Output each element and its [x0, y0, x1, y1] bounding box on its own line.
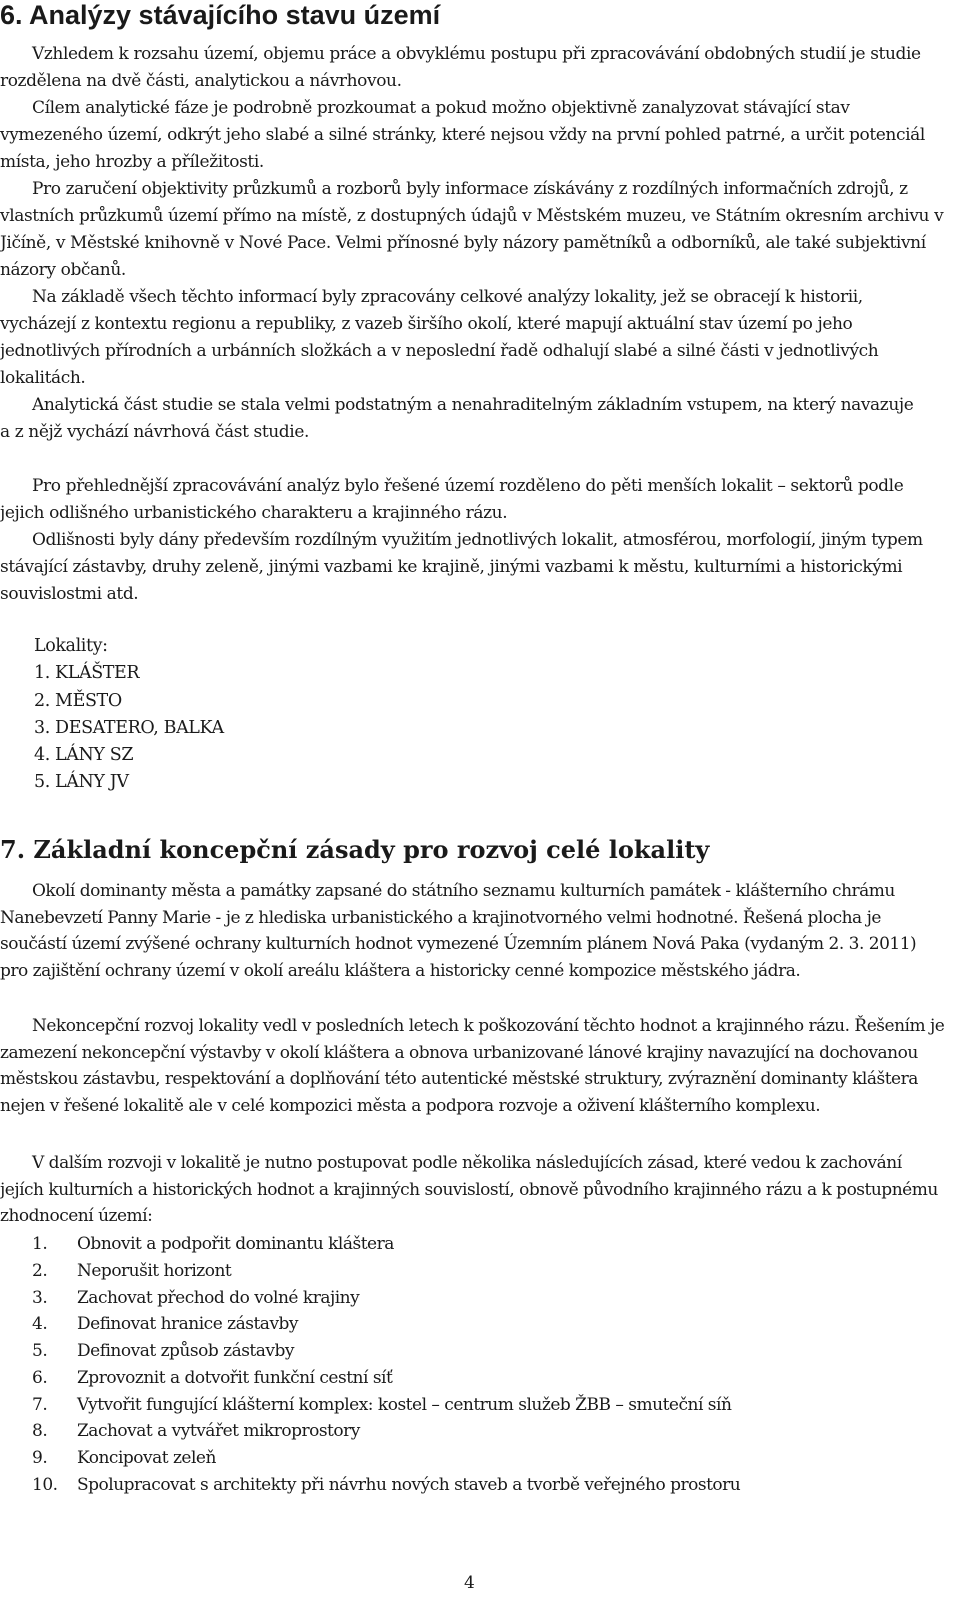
list-item-number: 8.: [32, 1421, 48, 1442]
list-item-text: Definovat hranice zástavby: [77, 1314, 299, 1335]
localities-label: Lokality:: [34, 636, 108, 656]
list-item-number: 7.: [32, 1394, 48, 1415]
list-item: [32, 1418, 740, 1445]
list-item: 3. DESATERO, BALKA: [34, 717, 224, 738]
list-item: 4. LÁNY SZ: [34, 745, 134, 766]
list-item-number: 2.: [32, 1260, 48, 1281]
list-item-number: 6.: [32, 1367, 48, 1388]
list-item-text: Zachovat a vytvářet mikroprostory: [77, 1421, 360, 1442]
list-item: 1. KLÁŠTER: [34, 663, 140, 684]
list-item-number: 10.: [32, 1474, 58, 1495]
list-item: 5. LÁNY JV: [34, 772, 129, 793]
list-item-number: 9.: [32, 1448, 48, 1468]
list-item-text: Zachovat přechod do volné krajiny: [77, 1287, 360, 1308]
section-6-paragraph: Pro zaručení objektivity průzkumů a rozborů byly informace získávány z rozdílných informačních zdrojů, z vlastních průzkumů území přímo na místě, z dostupných údajů v Městském muzeu, ve Státním okresním archivu v Jičíně, v Městské knihovně v Nové Pace. Velmi přínosné byly názory pamětníků a odborníků, ale také subjektivní názory občanů.: [0, 179, 944, 280]
list-item-number: 3.: [32, 1287, 48, 1308]
list-item-number: 5.: [32, 1341, 48, 1361]
section-7-paragraph: Okolí dominanty města a památky zapsané do státního seznamu kulturních památek - klášterního chrámu Nanebevzetí Panny Marie - je z hlediska urbanistického a krajinotvorného velmi hodnotné. Řešená plocha je součástí území zvýšené ochrany kulturních hodnot vymezené Územním plánem Nová Paka (vydaným 2. 3. 2011) pro zajištění ochrany území v okolí areálu kláštera a historicky cenné kompozice městského jádra.: [0, 881, 917, 982]
list-item-text: Neporušit horizont: [77, 1260, 232, 1281]
list-item-text: Obnovit a podpořit dominantu kláštera: [77, 1234, 394, 1254]
localities-list: [34, 633, 224, 797]
list-item: [32, 1338, 740, 1365]
list-item: [32, 1258, 740, 1285]
list-item-text: Vytvořit fungující klášterní komplex: kostel – centrum služeb ŽBB – smuteční síň: [77, 1394, 732, 1415]
list-item-text: Koncipovat zeleň: [77, 1448, 216, 1468]
section-6-paragraph: Odlišnosti byly dány především rozdílným využitím jednotlivých lokalit, atmosférou, morfologií, jiným typem stávající zástavby, druhy zeleně, jinými vazbami ke krajině, jinými vazbami k městu, kulturními a historickými souvislostmi atd.: [0, 530, 923, 604]
section-6-paragraph: Pro přehlednější zpracovávání analýz bylo řešené území rozděleno do pěti menších lokalit – sektorů podle jejich odlišného urbanistického charakteru a krajinného rázu.: [0, 476, 904, 523]
list-item: [32, 1392, 740, 1419]
list-item: [32, 1472, 740, 1499]
section-7-heading: 7. Základní koncepční zásady pro rozvoj celé lokality: [0, 835, 710, 864]
page-number: 4: [464, 1573, 475, 1593]
list-item: [32, 1365, 740, 1392]
list-item: [32, 1231, 740, 1258]
principles-list: [32, 1231, 740, 1499]
section-6-paragraph: Cílem analytické fáze je podrobně prozkoumat a pokud možno objektivně zanalyzovat stávající stav vymezeného území, odkrýt jeho slabé a silné stránky, které nejsou vždy na první pohled patrné, a určit potenciál místa, jeho hrozby a příležitosti.: [0, 98, 925, 172]
list-item: [32, 1285, 740, 1312]
list-item-text: Spolupracovat s architekty při návrhu nových staveb a tvorbě veřejného prostoru: [77, 1474, 741, 1495]
section-7-paragraph: Nekoncepční rozvoj lokality vedl v posledních letech k poškozování těchto hodnot a krajinného rázu. Řešením je zamezení nekoncepční výstavby v okolí kláštera a obnova urbanizované lánové krajiny navazující na dochovanou městskou zástavbu, respektování a doplňování této autentické městské struktury, zvýraznění dominanty kláštera nejen v řešené lokalitě ale v celé kompozici města a podpora rozvoje a oživení klášterního komplexu.: [0, 1016, 945, 1117]
list-item: 2. MĚSTO: [34, 690, 122, 711]
list-item-text: Zprovoznit a dotvořit funkční cestní síť: [77, 1367, 393, 1388]
section-6-paragraph: Vzhledem k rozsahu území, objemu práce a obvyklému postupu při zpracovávání obdobných studií je studie rozdělena na dvě části, analytickou a návrhovou.: [0, 44, 921, 91]
section-6-heading: 6. Analýzy stávajícího stavu území: [0, 0, 441, 30]
section-6-paragraph: Na základě všech těchto informací byly zpracovány celkové analýzy lokality, jež se obracejí k historii, vycházejí z kontextu regionu a republiky, z vazeb širšího okolí, které mapují aktuální stav území po jeho jednotlivých přírodních a urbánních složkách a v neposlední řadě odhalují slabé a silné části v jednotlivých lokalitách.: [0, 287, 879, 388]
section-6-paragraph: Analytická část studie se stala velmi podstatným a nenahraditelným základním vstupem, na který navazuje a z nějž vychází návrhová část studie.: [0, 395, 914, 442]
list-item: [32, 1311, 740, 1338]
section-7-paragraph: V dalším rozvoji v lokalitě je nutno postupovat podle několika následujících zásad, které vedou k zachování jejích kulturních a historických hodnot a krajinných souvislostí, obnově původního krajinného rázu a k postupnému zhodnocení území:: [0, 1153, 938, 1227]
list-item: [32, 1445, 740, 1472]
list-item-number: 1.: [32, 1234, 48, 1254]
list-item-text: Definovat způsob zástavby: [77, 1341, 294, 1361]
list-item-number: 4.: [32, 1314, 48, 1335]
